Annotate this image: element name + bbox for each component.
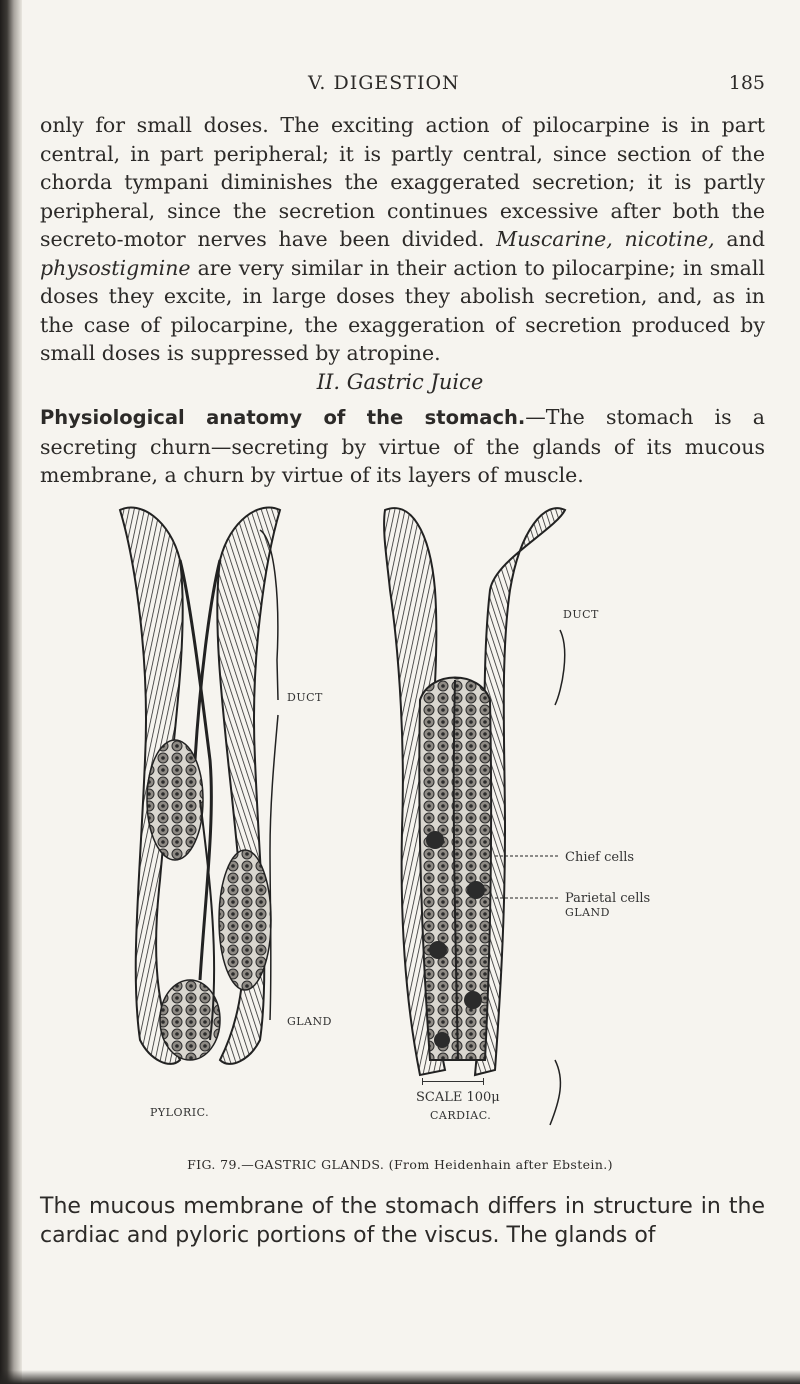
label-gland-cardiac: GLAND [565, 906, 610, 919]
cardiac-gland [384, 508, 565, 1075]
book-spine-edge [0, 0, 22, 1384]
label-gland-pyloric: GLAND [287, 1015, 332, 1028]
page-bottom-shadow [0, 1370, 800, 1384]
paragraph-text: are very similar in their action to pilocarpine; in small doses they excite, in large doses they abolish secretion, and, as in the case of pilocarpine, the exaggeration of secretion produced by small doses is suppressed by atropine. [40, 255, 765, 365]
paragraph-text: only for small doses. The exciting action of pilocarpine is in part central, in part peripheral; it is partly central, since section of the chorda tympani diminishes the exaggerated secretion; it is partly peripheral, since the secretion continues excessive after both the secreto-motor nerves have been divided. [40, 113, 765, 251]
paragraph-mucous-membrane: The mucous membrane of the stomach differs in structure in the cardiac and pyloric portions of the viscus. The glands of [40, 1194, 765, 1248]
scale-label: SCALE 100μ [416, 1090, 500, 1105]
paragraph-text: and [726, 227, 765, 251]
italic-term: physostigmine [40, 255, 191, 280]
section-heading: II. Gastric Juice [316, 370, 484, 394]
pyloric-gland [120, 507, 280, 1063]
paragraph-lead: Physiological anatomy of the stomach. [40, 406, 526, 429]
chapter-title: V. DIGESTION [308, 72, 460, 94]
paragraph-text: —The stomach is a secreting churn—secreting by virtue of the glands of its mucous membrane, a churn by virtue of its layers of muscle. [40, 405, 765, 487]
page-number: 185 [728, 72, 765, 94]
italic-term: nicotine, [624, 227, 715, 251]
label-duct-pyloric: DUCT [287, 691, 323, 704]
paragraph-stomach-anatomy [40, 403, 765, 490]
figure-caption: FIG. 79.—GASTRIC GLANDS. (From Heidenhain after Ebstein.) [187, 1157, 613, 1172]
gland-illustration [100, 500, 700, 1190]
label-pyloric: PYLORIC. [150, 1106, 210, 1119]
running-header [40, 72, 765, 102]
scale-bar [422, 1081, 484, 1082]
label-parietal-cells: Parietal cells [565, 891, 651, 906]
label-cardiac: CARDIAC. [430, 1109, 492, 1122]
italic-term: Muscarine, [496, 227, 613, 251]
paragraph-pilocarpine [40, 111, 765, 368]
label-duct-cardiac: DUCT [563, 608, 599, 621]
gastric-glands-figure [100, 500, 700, 1190]
label-chief-cells: Chief cells [565, 850, 635, 865]
